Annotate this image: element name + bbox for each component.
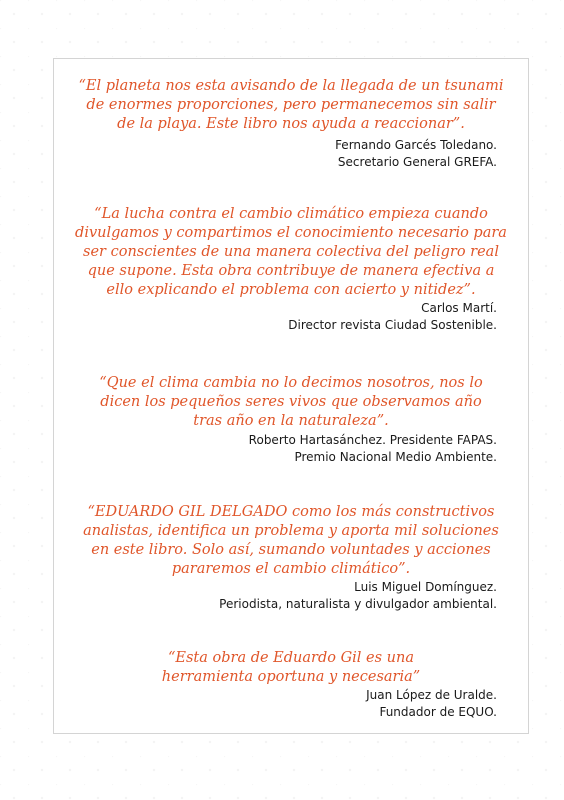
testimonial-3 <box>54 374 528 464</box>
attribution-title: Director revista Ciudad Sostenible. <box>288 318 497 332</box>
attribution <box>219 579 497 613</box>
quote-text: “Que el clima cambia no lo decimos nosotros, nos lo dicen los pequeños seres vivos que observamos año tras año en la naturaleza”. <box>99 375 483 429</box>
quote-text: “El planeta nos esta avisando de la llegada de un tsunami de enormes proporciones, pero permanecemos sin salir de la playa. Este libro nos ayuda a reaccionar”. <box>78 78 504 132</box>
attribution <box>335 137 497 171</box>
attribution-title: Secretario General GREFA. <box>337 155 497 169</box>
testimonial-2 <box>54 205 528 332</box>
attribution-name: Luis Miguel Domínguez. <box>354 580 497 594</box>
quote-text: “Esta obra de Eduardo Gil es una herramienta oportuna y necesaria” <box>161 650 421 685</box>
attribution-title: Periodista, naturalista y divulgador ambiental. <box>219 597 497 611</box>
attribution-title: Fundador de EQUO. <box>379 705 497 719</box>
attribution-name: Roberto Hartasánchez. Presidente FAPAS. <box>248 433 497 447</box>
quote-text: “EDUARDO GIL DELGADO como los más constructivos analistas, identifica un problema y aporta mil soluciones en este libro. Solo así, sumando voluntades y acciones pararemos el cambio climático”. <box>83 504 499 577</box>
testimonial-4 <box>54 503 528 611</box>
attribution-name: Fernando Garcés Toledano. <box>335 138 497 152</box>
attribution-name: Carlos Martí. <box>421 301 497 315</box>
attribution-name: Juan López de Uralde. <box>366 688 497 702</box>
attribution <box>366 687 497 721</box>
attribution <box>288 300 497 334</box>
quote-text: “La lucha contra el cambio climático empieza cuando divulgamos y compartimos el conocimiento necesario para ser conscientes de una manera colectiva del peligro real que supone. Esta obra contribuye de manera efectiva a ello explicando el problema con acierto y nitidez”. <box>75 206 507 298</box>
attribution-title: Premio Nacional Medio Ambiente. <box>294 450 497 464</box>
attribution <box>249 432 497 466</box>
testimonial-1 <box>54 77 528 169</box>
testimonials-panel <box>53 58 529 734</box>
testimonial-5 <box>54 649 528 719</box>
